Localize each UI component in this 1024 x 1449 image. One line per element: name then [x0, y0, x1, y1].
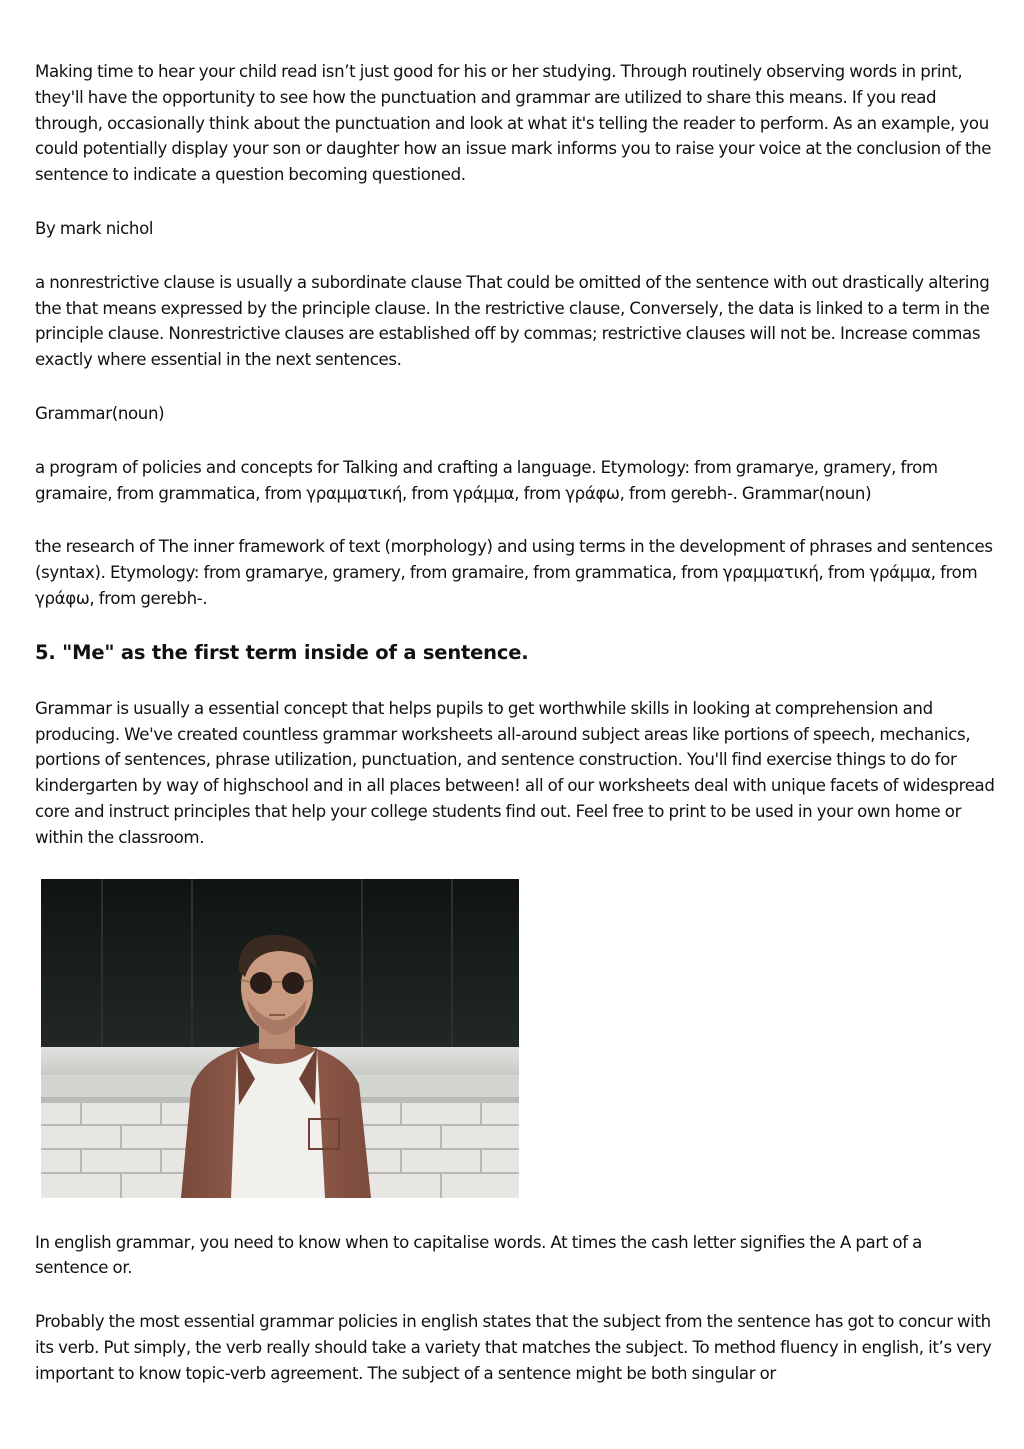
- paragraph-reading-time: Making time to hear your child read isn’t just good for his or her studying. Through routinely observing words in print, they'll have the opportunity to see how the punctuation and grammar are utilized to share this means. If you read through, occasionally think about the punctuation and look at what it's telling the reader to perform. As an example, you could potentially display your son or daughter how an issue mark informs you to raise your voice at the conclusion of the sentence to indicate a question becoming questioned.: [35, 62, 992, 185]
- paragraph-nonrestrictive-clause: a nonrestrictive clause is usually a subordinate clause That could be omitted of the sentence with out drastically altering the that means expressed by the principle clause. In the restrictive clause, Conversely, the data is linked to a term in the principle clause. Nonrestrictive clauses are established off by commas; restrictive clauses will not be. Increase commas exactly where essential in the next sentences.: [35, 272, 990, 370]
- paragraph-grammar-definition-1: a program of policies and concepts for Talking and crafting a language. Etymology: from gramarye, gramery, from gramaire, from grammatica, from γραμματική, from γράμμα, from γράφω, from gerebh-. Grammar(noun): [35, 457, 938, 503]
- paragraph-grammar-worksheets: Grammar is usually a essential concept that helps pupils to get worthwhile skills in looking at comprehension and producing. We've created countless grammar worksheets all-around subject areas like portions of speech, mechanics, portions of sentences, phrase utilization, punctuation, and sentence construction. You'll find exercise things to do for kindergarten by way of highschool and in all places between! all of our worksheets deal with unique facets of widespread core and instruct principles that help your college students find out. Feel free to print to be used in your own home or within the classroom.: [35, 698, 995, 847]
- paragraph-grammar-noun-label: Grammar(noun): [35, 403, 165, 423]
- article-body: [35, 59, 995, 1415]
- paragraph-subject-verb-agreement: Probably the most essential grammar policies in english states that the subject from the sentence has got to concur with its verb. Put simply, the verb really should take a variety that matches the subject. To method fluency in english, it’s very important to know topic-verb agreement. The subject of a sentence might be both singular or: [35, 1312, 992, 1383]
- paragraph-grammar-definition-2: the research of The inner framework of text (morphology) and using terms in the development of phrases and sentences (syntax). Etymology: from gramarye, gramery, from gramaire, from grammatica, from γραμματική, from γράμμα, from γράφω, from gerebh-.: [35, 537, 993, 608]
- section-heading: 5. "Me" as the first term inside of a sentence.: [35, 640, 529, 664]
- paragraph-author: By mark nichol: [35, 218, 154, 238]
- paragraph-capitalisation: In english grammar, you need to know when to capitalise words. At times the cash letter signifies the A part of a sentence or.: [35, 1232, 922, 1278]
- portrait-photo: [41, 879, 519, 1198]
